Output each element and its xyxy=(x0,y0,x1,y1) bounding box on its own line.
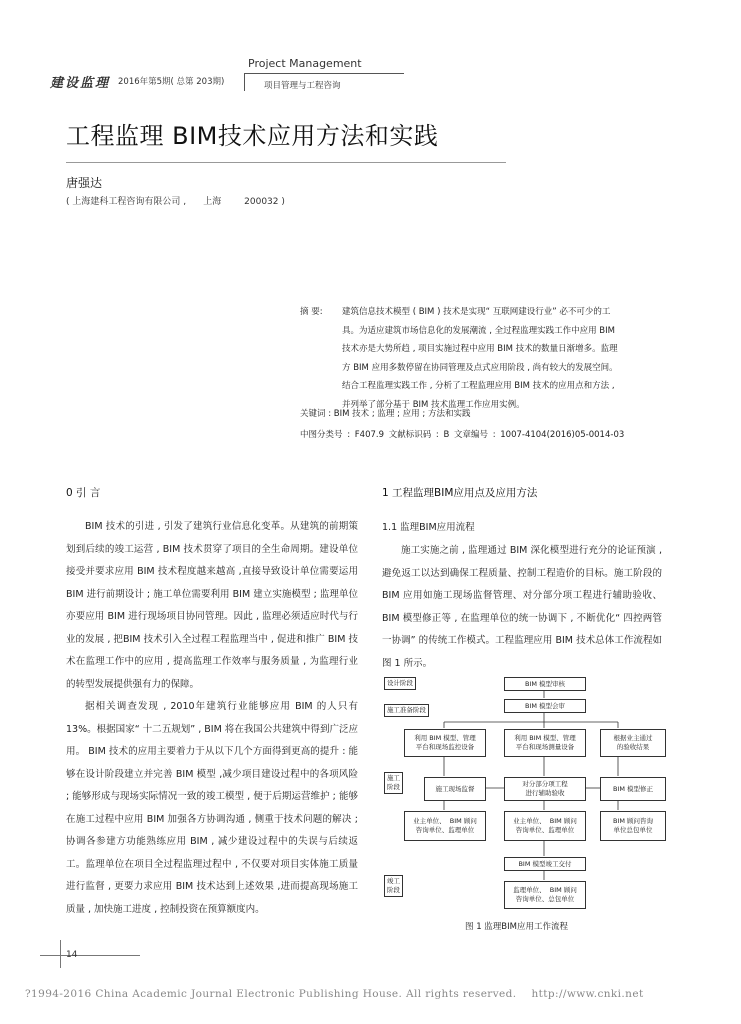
paragraph: 据相关调查发现 , 2010年建筑行业能够应用 BIM 的人只有 13%。根据国家“ 十二五规划” , BIM 将在我国公共建筑中得到广泛应用。 BIM 技术的应用主要着力于从以下几个方面得到更高的提升 : 能够在设计阶段建立并完善 BIM 模型 ,减少项目建设过程中的各项风险 ; 能够形成与现场实际情况一致的竣工模型 , 便于后期运营维护 ; 能够在施工过程中应用 BIM 加强各方协调沟通 , 侧重于技术问题的解决 ; 协调各参建方功能熟练应用 BIM , 减少建设过程中的失误与后续返工。监理单位在项目全过程监理过程中 , 不仅要对项目实体施工质量进行监督 , 更要力求应用 BIM 技术达到上述效果 ,进而提高现场施工质量 , 加快施工进度 , 控制投资在预算额度内。 xyxy=(66,701,358,915)
node-acceptance-result: 根据业主通过 的验收结果 xyxy=(600,729,666,757)
header-divider xyxy=(244,73,404,74)
node-monitor-tools: 利用 BIM 模型、管理 平台和现场监控设备 xyxy=(404,729,486,757)
node-final-parties: 监理单位、 BIM 顾问 咨询单位、总包单位 xyxy=(504,881,586,909)
abstract xyxy=(300,303,680,414)
stage-label-construction: 施工 阶段 xyxy=(384,772,403,794)
paragraph: BIM 技术的引进 , 引发了建筑行业信息化变革。从建筑的前期策划到后续的竣工运营 , BIM 技术贯穿了项目的全生命周期。建设单位接受并要求应用 BIM 技术程度越来越高 ,直接导致设计单位需要运用 BIM 进行前期设计 ; 施工单位需要利用 BIM 建立实施模型 ; 监理单位亦要应用 BIM 进行现场项目协同管理。因此 , 监理必须适应时代与行业的发展 , 把BIM 技术引入全过程工程监理当中 , 促进和推广 BIM 技术在监理工作中的应用 , 提高监理工作效率与服务质量 , 为监理行业的转型发展提供强有力的保障。 xyxy=(66,521,358,690)
node-measure-tools: 利用 BIM 模型、管理 平台和现场测量设备 xyxy=(504,729,586,757)
intro-text xyxy=(66,516,358,921)
node-bim-review: BIM 模型审核 xyxy=(504,677,586,691)
subsection-heading: 1.1 监理BIM应用流程 xyxy=(382,522,475,533)
author-name: 唐强达 xyxy=(66,176,103,190)
header-vdivider xyxy=(244,73,245,91)
node-bim-meeting: BIM 模型会审 xyxy=(504,699,586,713)
section-heading-intro: 0 引 言 xyxy=(66,487,101,499)
title-divider xyxy=(66,162,506,163)
paragraph: 施工实施之前 , 监理通过 BIM 深化模型进行充分的论证预演 , 避免返工以达到确保工程质量、控制工程造价的目标。施工阶段的 BIM 应用如施工现场监督管理、对分部分项工程进行辅助验收、 BIM 模型修正等 , 在监理单位的统一协调下 , 不断优化“ 四控两管一协调” 的传统工作模式。工程监理应用 BIM 技术总体工作流程如图 1 所示。 xyxy=(382,545,662,669)
abstract-line: 建筑信息技术模型 ( BIM ) 技术是实现“ 互联网建设行业” 必不可少的工 xyxy=(342,307,611,317)
keywords: 关键词 : BIM 技术 ; 监理 ; 应用 ; 方法和实践 xyxy=(300,409,471,419)
node-assisted-acceptance: 对分部分项工程 进行辅助验收 xyxy=(504,777,586,801)
copyright-footer: ?1994-2016 China Academic Journal Electronic Publishing House. All rights reserved. http://www.cnki.net xyxy=(25,988,644,1000)
stage-label-design: 设计阶段 xyxy=(384,677,416,690)
workflow-flowchart xyxy=(380,672,670,930)
journal-logo: 建设监理 xyxy=(50,76,111,91)
abstract-line: 并列举了部分基于 BIM 技术监理工作应用实例。 xyxy=(342,399,525,410)
node-parties-mid: 业主单位、 BIM 顾问 咨询单位、监理单位 xyxy=(504,811,586,841)
section-title-en: Project Management xyxy=(248,57,362,70)
methods-text xyxy=(382,540,662,675)
node-model-fix: BIM 模型修正 xyxy=(600,777,666,801)
page-number-vdivider xyxy=(60,940,61,968)
abstract-label: 摘 要: xyxy=(300,307,323,317)
node-parties-left: 业主单位、 BIM 顾问 咨询单位、监理单位 xyxy=(404,811,486,841)
node-parties-right: BIM 顾问咨询 单位总包单位 xyxy=(600,811,666,841)
page-number: 14 xyxy=(66,950,78,960)
figure-caption: 图 1 监理BIM应用工作流程 xyxy=(465,922,568,932)
abstract-body xyxy=(342,303,680,414)
abstract-line: 方 BIM 应用多数停留在协同管理及点式应用阶段 , 尚有较大的发展空间。 xyxy=(342,362,618,373)
issue-info: 2016年第5期( 总第 203期) xyxy=(118,77,225,87)
abstract-line: 结合工程监理实践工作 , 分析了工程监理应用 BIM 技术的应用点和方法 , xyxy=(342,381,615,391)
abstract-line: 技术亦是大势所趋 , 项目实施过程中应用 BIM 技术的数量日渐增多。监理 xyxy=(342,344,618,354)
article-title: 工程监理 BIM技术应用方法和实践 xyxy=(66,122,439,150)
stage-label-prep: 施工准备阶段 xyxy=(384,704,429,717)
section-title-cn: 项目管理与工程咨询 xyxy=(264,81,341,91)
author-affiliation: ( 上海建科工程咨询有限公司 , 上海 200032 ) xyxy=(66,197,285,207)
section-heading-methods: 1 工程监理BIM应用点及应用方法 xyxy=(382,487,538,499)
node-model-delivery: BIM 模型竣工交付 xyxy=(504,857,586,871)
abstract-line: 具。为适应建筑市场信息化的发展潮流 , 全过程监理实践工作中应用 BIM xyxy=(342,325,615,336)
page-number-divider xyxy=(40,955,140,956)
node-site-supervision: 施工现场监督 xyxy=(424,777,486,801)
classification-info: 中图分类号 : F407.9 文献标识码 : B 文章编号 : 1007-4104(2016)05-0014-03 xyxy=(300,430,625,440)
stage-label-completion: 竣工 阶段 xyxy=(384,875,403,897)
